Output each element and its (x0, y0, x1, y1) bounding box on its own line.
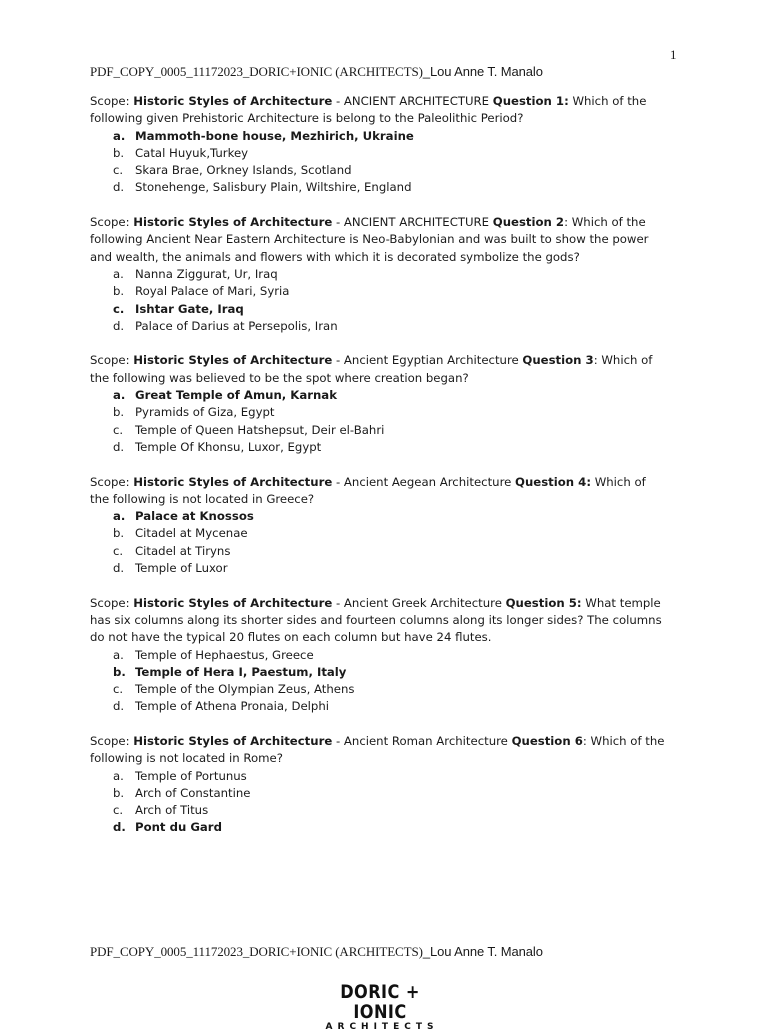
answer-options (90, 266, 665, 335)
question-number: Question 5: (505, 595, 582, 610)
answer-option (90, 162, 665, 179)
answer-option (90, 698, 665, 715)
question-text (90, 352, 665, 387)
document-header (90, 64, 543, 80)
answer-option (90, 647, 665, 664)
footer-file-id: PDF_COPY_0005_11172023_DORIC+IONIC (ARCHITECTS) (90, 944, 423, 959)
scope-label: Scope: (90, 595, 134, 610)
option-text: Palace at Knossos (135, 509, 254, 524)
scope-name: Historic Styles of Architecture (133, 595, 333, 610)
option-text: Temple of Athena Pronaia, Delphi (135, 699, 329, 714)
option-text: Skara Brae, Orkney Islands, Scotland (135, 163, 352, 178)
option-text: Temple of Hera I, Paestum, Italy (135, 664, 347, 679)
answer-option-correct (90, 301, 665, 318)
answer-option (90, 439, 665, 456)
scope-name: Historic Styles of Architecture (133, 215, 333, 230)
answer-options (90, 128, 665, 197)
question-block (90, 214, 665, 335)
option-text: Ishtar Gate, Iraq (135, 301, 244, 316)
answer-option (90, 802, 665, 819)
option-letter: b. (113, 145, 125, 160)
header-file-id: PDF_COPY_0005_11172023_DORIC+IONIC (ARCHITECTS) (90, 64, 423, 79)
question-prompt: Which of the following is not located in Greece? (90, 474, 646, 506)
question-block (90, 595, 665, 716)
option-text: Pont du Gard (135, 820, 222, 835)
option-letter: d. (113, 699, 125, 714)
logo-sub-text: ARCHITECTS (325, 1022, 439, 1032)
option-letter: c. (113, 163, 124, 178)
scope-name: Historic Styles of Architecture (133, 353, 333, 368)
answer-option (90, 525, 665, 542)
answer-option (90, 318, 665, 335)
scope-name: Historic Styles of Architecture (133, 94, 333, 108)
question-text (90, 214, 665, 266)
option-letter: c. (113, 543, 124, 558)
scope-name: Historic Styles of Architecture (133, 733, 333, 748)
answer-option (90, 179, 665, 196)
question-block (90, 352, 665, 456)
logo-main-text: DORIC + IONIC (340, 981, 420, 1023)
answer-option (90, 785, 665, 802)
answer-option-correct (90, 387, 665, 404)
answer-option (90, 768, 665, 785)
answer-option (90, 283, 665, 300)
option-letter: d. (113, 561, 125, 576)
scope-label: Scope: (90, 94, 134, 108)
option-text: Temple of Luxor (135, 561, 228, 576)
option-text: Temple of the Olympian Zeus, Athens (135, 682, 355, 697)
scope-label: Scope: (90, 474, 134, 489)
option-letter: a. (113, 768, 124, 783)
question-text (90, 733, 665, 768)
option-text: Temple of Hephaestus, Greece (135, 647, 314, 662)
question-list (90, 93, 665, 854)
answer-option (90, 422, 665, 439)
answer-option (90, 543, 665, 560)
scope-label: Scope: (90, 353, 134, 368)
option-letter: b. (113, 785, 125, 800)
option-letter: b. (113, 284, 125, 299)
question-prompt: : Which of the following was believed to be the spot where creation began? (90, 353, 653, 385)
header-author: _Lou Anne T. Manalo (422, 64, 543, 79)
scope-name: Historic Styles of Architecture (133, 474, 333, 489)
page-number: 1 (670, 47, 677, 62)
option-letter: a. (113, 509, 126, 524)
option-text: Great Temple of Amun, Karnak (135, 388, 337, 403)
answer-option (90, 681, 665, 698)
question-number: Question 4: (515, 474, 591, 489)
option-letter: b. (113, 526, 125, 541)
question-number: Question 6 (511, 733, 583, 748)
question-text (90, 595, 665, 647)
option-text: Citadel at Mycenae (135, 526, 248, 541)
question-category: - ANCIENT ARCHITECTURE (332, 94, 493, 108)
option-letter: c. (113, 682, 124, 697)
option-letter: c. (113, 803, 124, 818)
question-number: Question 2 (492, 215, 565, 230)
answer-options (90, 647, 665, 716)
option-letter: b. (113, 405, 125, 420)
option-letter: d. (113, 318, 125, 333)
question-text (90, 474, 665, 509)
option-letter: b. (113, 664, 126, 679)
answer-option (90, 266, 665, 283)
option-text: Citadel at Tiryns (135, 543, 231, 558)
question-block (90, 474, 665, 578)
option-text: Arch of Constantine (135, 785, 251, 800)
option-text: Stonehenge, Salisbury Plain, Wiltshire, England (135, 180, 412, 195)
question-category: - Ancient Aegean Architecture (332, 474, 516, 489)
option-text: Temple Of Khonsu, Luxor, Egypt (135, 439, 322, 454)
option-text: Nanna Ziggurat, Ur, Iraq (135, 266, 278, 281)
answer-option-correct (90, 508, 665, 525)
question-block (90, 733, 665, 837)
answer-options (90, 768, 665, 837)
question-category: - Ancient Greek Architecture (332, 595, 506, 610)
option-text: Catal Huyuk,Turkey (135, 145, 249, 160)
scope-label: Scope: (90, 733, 134, 748)
option-text: Arch of Titus (135, 803, 209, 818)
question-prompt: : Which of the following is not located in Rome? (90, 733, 665, 766)
question-prompt: Which of the following given Prehistoric Architecture is belong to the Paleolithic Period? (90, 94, 647, 126)
option-letter: c. (113, 301, 125, 316)
option-letter: c. (113, 422, 124, 437)
answer-option-correct (90, 128, 665, 145)
option-letter: d. (113, 820, 126, 835)
option-text: Temple of Queen Hatshepsut, Deir el-Bahri (135, 422, 385, 437)
option-text: Temple of Portunus (135, 768, 247, 783)
company-logo (318, 982, 442, 1032)
answer-option-correct (90, 664, 665, 681)
option-letter: a. (113, 266, 124, 281)
question-category: - Ancient Egyptian Architecture (332, 353, 523, 368)
answer-options (90, 508, 665, 577)
answer-options (90, 387, 665, 456)
scope-label: Scope: (90, 215, 134, 230)
document-footer (90, 944, 543, 960)
question-prompt: What temple has six columns along its shorter sides and fourteen columns along its longer sides? The columns do not have the typical 20 flutes on each column but have 24 flutes. (90, 595, 662, 645)
option-letter: a. (113, 647, 124, 662)
answer-option (90, 404, 665, 421)
option-text: Palace of Darius at Persepolis, Iran (135, 318, 338, 333)
question-text (90, 93, 665, 128)
option-text: Royal Palace of Mari, Syria (135, 284, 290, 299)
option-letter: a. (113, 128, 126, 143)
option-text: Pyramids of Giza, Egypt (135, 405, 275, 420)
question-block (90, 93, 665, 197)
option-letter: a. (113, 388, 126, 403)
option-letter: d. (113, 180, 125, 195)
question-category: - ANCIENT ARCHITECTURE (332, 215, 493, 230)
option-text: Mammoth-bone house, Mezhirich, Ukraine (135, 128, 414, 143)
answer-option (90, 145, 665, 162)
question-prompt: : Which of the following Ancient Near Eastern Architecture is Neo-Babylonian and was built to show the power and wealth, the animals and flowers with which it is decorated symbolize the gods? (90, 215, 649, 264)
answer-option (90, 560, 665, 577)
question-number: Question 3 (522, 353, 594, 368)
option-letter: d. (113, 439, 125, 454)
question-number: Question 1: (492, 94, 569, 108)
footer-author: _Lou Anne T. Manalo (422, 944, 543, 959)
answer-option-correct (90, 819, 665, 836)
question-category: - Ancient Roman Architecture (332, 733, 512, 748)
